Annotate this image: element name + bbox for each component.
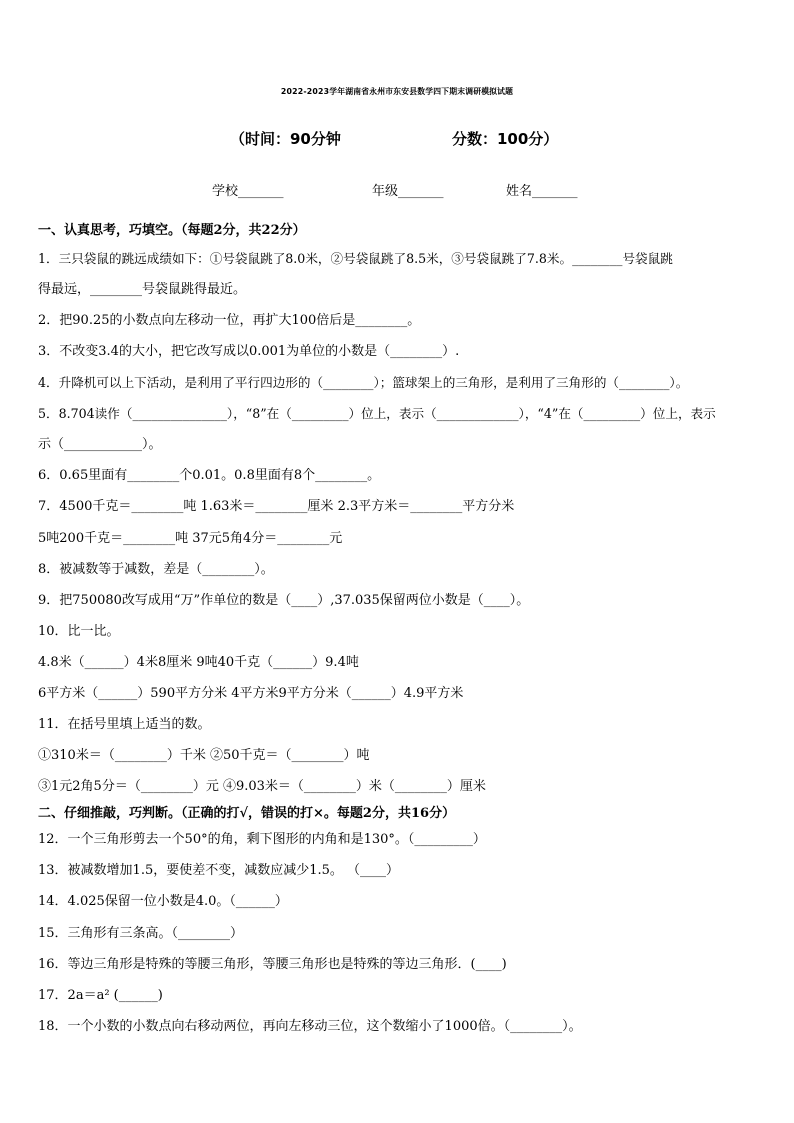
time-label: （时间：90分钟 bbox=[230, 130, 341, 148]
question-line: 11．在括号里填上适当的数。 bbox=[38, 717, 211, 732]
question-line: 6平方米（______）590平方分米 4平方米9平方分米（______）4.9平方米 bbox=[38, 686, 464, 701]
question-line: ①310米＝（________）千米 ②50千克＝（________）吨 bbox=[38, 748, 370, 763]
name-field: 姓名_______ bbox=[506, 184, 578, 199]
question-line: 9．把750080改写成用“万”作单位的数是（____）,37.035保留两位小数是（____）。 bbox=[38, 593, 530, 608]
question-line: 6．0.65里面有________个0.01。0.8里面有8个________。 bbox=[38, 468, 381, 483]
question-line: ③1元2角5分＝（________）元 ④9.03米＝（________）米（________）厘米 bbox=[38, 779, 486, 794]
grade-field: 年级_______ bbox=[372, 184, 444, 199]
question-line: 示（____________）。 bbox=[38, 437, 162, 452]
question-line: 得最远，________号袋鼠跳得最近。 bbox=[38, 282, 247, 297]
question-line: 8．被减数等于减数，差是（________）。 bbox=[38, 562, 274, 577]
question-line: 17．2a＝a² (______) bbox=[38, 988, 163, 1003]
question-line: 5吨200千克＝________吨 37元5角4分＝________元 bbox=[38, 531, 343, 546]
question-line: 18．一个小数的小数点向右移动两位，再向左移动三位，这个数缩小了1000倍。（________）。 bbox=[38, 1019, 582, 1034]
section-heading-judge: 二、仔细推敲，巧判断。（正确的打√，错误的打×。每题2分，共16分） bbox=[38, 806, 456, 821]
question-line: 7．4500千克＝________吨 1.63米＝________厘米 2.3平方米＝________平方分米 bbox=[38, 499, 515, 514]
question-line: 15．三角形有三条高。（________） bbox=[38, 926, 244, 941]
question-line: 4．升降机可以上下活动，是利用了平行四边形的（________）；篮球架上的三角形，是利用了三角形的（________）。 bbox=[38, 375, 689, 390]
score-label: 分数：100分） bbox=[452, 130, 559, 148]
question-line: 14．4.025保留一位小数是4.0。（______） bbox=[38, 894, 288, 909]
question-line: 16．等边三角形是特殊的等腰三角形，等腰三角形也是特殊的等边三角形．(____) bbox=[38, 957, 507, 972]
question-line: 5．8.704读作（_______________），“8”在（_________）位上，表示（_____________），“4”在（_________）位上，表示 bbox=[38, 406, 716, 421]
question-line: 10．比一比。 bbox=[38, 624, 120, 639]
question-line: 4.8米（______）4米8厘米 9吨40千克（______）9.4吨 bbox=[38, 655, 359, 670]
school-field: 学校_______ bbox=[212, 184, 284, 199]
question-line: 3．不改变3.4的大小，把它改写成以0.001为单位的小数是（________）. bbox=[38, 344, 460, 359]
page-title: 2022-2023学年湖南省永州市东安县数学四下期末调研模拟试题 bbox=[280, 87, 514, 96]
section-heading-fill: 一、认真思考，巧填空。（每题2分，共22分） bbox=[38, 223, 306, 238]
question-line: 12．一个三角形剪去一个50°的角，剩下图形的内角和是130°。（_________） bbox=[38, 832, 486, 847]
question-line: 1．三只袋鼠的跳远成绩如下：①号袋鼠跳了8.0米，②号袋鼠跳了8.5米，③号袋鼠跳了7.8米。________号袋鼠跳 bbox=[38, 251, 673, 266]
question-line: 13．被减数增加1.5，要使差不变，减数应减少1.5。 （____） bbox=[38, 863, 400, 878]
question-line: 2．把90.25的小数点向左移动一位，再扩大100倍后是________。 bbox=[38, 313, 421, 328]
